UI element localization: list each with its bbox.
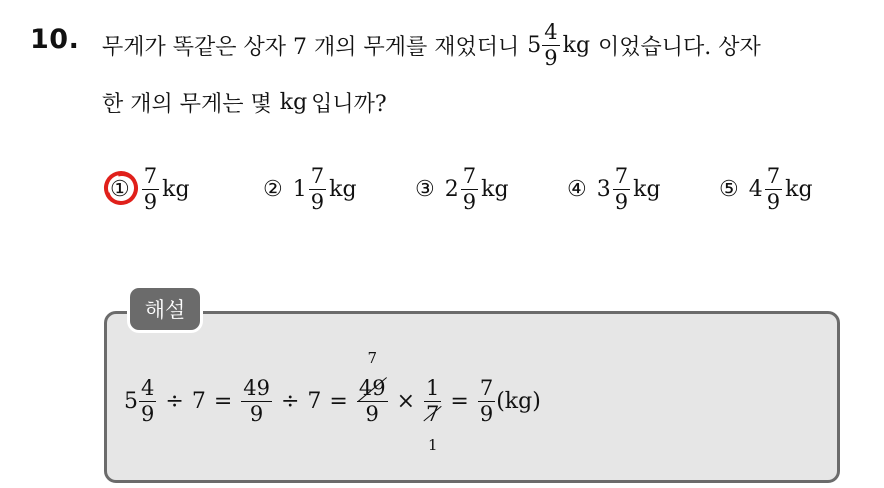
times-sign: × — [396, 388, 416, 414]
choice-2-whole: 1 — [292, 176, 307, 202]
cancelled-denominator: 7 1 — [424, 402, 441, 425]
choice-4-fraction: $\frac{7}{9}$ — [614, 164, 629, 214]
choice-5-label: ⑤ — [719, 176, 739, 202]
question-line-1 — [102, 16, 761, 74]
choice-3-label: ③ — [415, 176, 435, 202]
choice-3[interactable] — [415, 158, 509, 220]
expl-fraction-3-cancelled: 49 7 9 — [358, 349, 386, 426]
choice-3-unit: kg — [481, 176, 509, 202]
choice-3-fraction: $\frac{7}{9}$ — [462, 164, 477, 214]
expl-fraction-result: $\frac{7}{9}$ — [479, 376, 494, 426]
mixed-whole: 5 — [527, 32, 542, 58]
choice-5[interactable] — [719, 158, 813, 220]
question-line2-after: 입니까? — [311, 91, 387, 117]
choice-2-label: ② — [263, 176, 283, 202]
choice-2[interactable] — [263, 158, 357, 220]
fraction-numerator: 4 — [544, 20, 558, 45]
explanation-tag: 해설 — [130, 288, 200, 330]
expl-whole: 5 — [124, 388, 138, 414]
result-unit: (kg) — [496, 388, 541, 414]
explanation-formula — [124, 346, 541, 456]
expl-fraction-1: $\frac{4}{9}$ — [141, 376, 155, 426]
question-number: 10. — [30, 24, 80, 55]
choice-5-fraction: $\frac{7}{9}$ — [766, 164, 781, 214]
question-unit: kg — [562, 32, 591, 58]
question-text-before: 무게가 똑같은 상자 7 개의 무게를 재었더니 — [102, 34, 520, 60]
divisor-seven: 7 — [191, 388, 206, 414]
question-line2-before: 한 개의 무게는 몇 — [102, 91, 272, 117]
equals-sign-2: = — [329, 388, 348, 414]
choice-4-label: ④ — [567, 176, 587, 202]
choice-1[interactable] — [110, 158, 190, 220]
choice-4-unit: kg — [633, 176, 661, 202]
expl-fraction-4-cancelled: 1 7 1 — [424, 377, 441, 424]
equals-sign-3: = — [450, 388, 469, 414]
choice-3-whole: 2 — [444, 176, 459, 202]
answer-choices — [0, 158, 884, 220]
choice-2-fraction: $\frac{7}{9}$ — [310, 164, 325, 214]
choice-5-unit: kg — [785, 176, 813, 202]
reduced-denominator: 1 — [427, 435, 438, 454]
cancelled-numerator: 49 7 — [358, 349, 386, 401]
reduced-numerator: 7 — [367, 349, 377, 368]
question-text-after: 이었습니다. 상자 — [598, 34, 761, 60]
question-line2-unit: kg — [279, 89, 308, 115]
choice-2-unit: kg — [329, 176, 357, 202]
question-line-2 — [102, 86, 387, 118]
choice-5-whole: 4 — [748, 176, 763, 202]
question-fraction — [542, 21, 559, 68]
choice-1-fraction: $\frac{7}{9}$ — [143, 164, 158, 214]
expl-fraction-2: $\frac{49}{9}$ — [243, 376, 270, 426]
choice-1-unit: kg — [162, 176, 190, 202]
divisor-seven-2: 7 — [307, 388, 322, 414]
divide-sign: ÷ — [165, 388, 184, 414]
choice-1-label: ① — [110, 177, 130, 202]
choice-4[interactable] — [567, 158, 661, 220]
fraction-denominator: 9 — [544, 45, 558, 70]
choice-4-whole: 3 — [596, 176, 611, 202]
divide-sign-2: ÷ — [280, 388, 300, 414]
equals-sign: = — [213, 388, 233, 414]
